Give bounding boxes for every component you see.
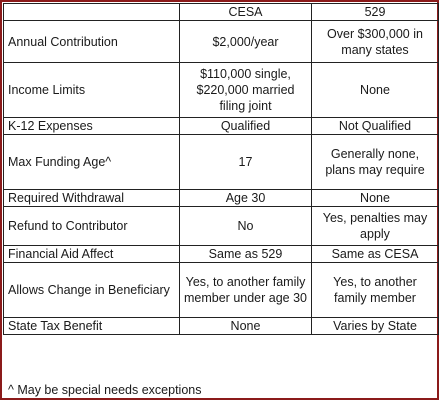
table-row bbox=[4, 318, 439, 335]
row-label: Required Withdrawal bbox=[4, 190, 180, 207]
row-label: Allows Change in Beneficiary bbox=[4, 263, 180, 318]
row-label: K-12 Expenses bbox=[4, 118, 180, 135]
cesa-value: Age 30 bbox=[180, 190, 312, 207]
cesa-value: Yes, to another family member under age 30 bbox=[180, 263, 312, 318]
row-label: Max Funding Age^ bbox=[4, 135, 180, 190]
cesa-value: 17 bbox=[180, 135, 312, 190]
table-row bbox=[4, 246, 439, 263]
plan529-value: Varies by State bbox=[312, 318, 439, 335]
table-row bbox=[4, 190, 439, 207]
cesa-value: $2,000/year bbox=[180, 21, 312, 63]
comparison-table bbox=[3, 3, 439, 335]
table-row bbox=[4, 21, 439, 63]
plan529-value: None bbox=[312, 190, 439, 207]
row-label: Income Limits bbox=[4, 63, 180, 118]
table-row bbox=[4, 263, 439, 318]
plan529-value: Over $300,000 in many states bbox=[312, 21, 439, 63]
row-label: Refund to Contributor bbox=[4, 207, 180, 246]
plan529-value: Yes, to another family member bbox=[312, 263, 439, 318]
cesa-value: Qualified bbox=[180, 118, 312, 135]
plan529-value: Generally none, plans may require bbox=[312, 135, 439, 190]
cesa-value: Same as 529 bbox=[180, 246, 312, 263]
footnote: ^ May be special needs exceptions bbox=[8, 383, 202, 397]
table-row bbox=[4, 135, 439, 190]
header-cell-529: 529 bbox=[312, 4, 439, 21]
plan529-value: Not Qualified bbox=[312, 118, 439, 135]
header-row bbox=[4, 4, 439, 21]
table-row bbox=[4, 118, 439, 135]
header-cell-empty bbox=[4, 4, 180, 21]
cesa-value: None bbox=[180, 318, 312, 335]
cesa-value: No bbox=[180, 207, 312, 246]
plan529-value: Same as CESA bbox=[312, 246, 439, 263]
table-row bbox=[4, 207, 439, 246]
row-label: Annual Contribution bbox=[4, 21, 180, 63]
row-label: State Tax Benefit bbox=[4, 318, 180, 335]
plan529-value: None bbox=[312, 63, 439, 118]
cesa-value: $110,000 single, $220,000 married filing joint bbox=[180, 63, 312, 118]
header-cell-cesa: CESA bbox=[180, 4, 312, 21]
row-label: Financial Aid Affect bbox=[4, 246, 180, 263]
plan529-value: Yes, penalties may apply bbox=[312, 207, 439, 246]
table-row bbox=[4, 63, 439, 118]
